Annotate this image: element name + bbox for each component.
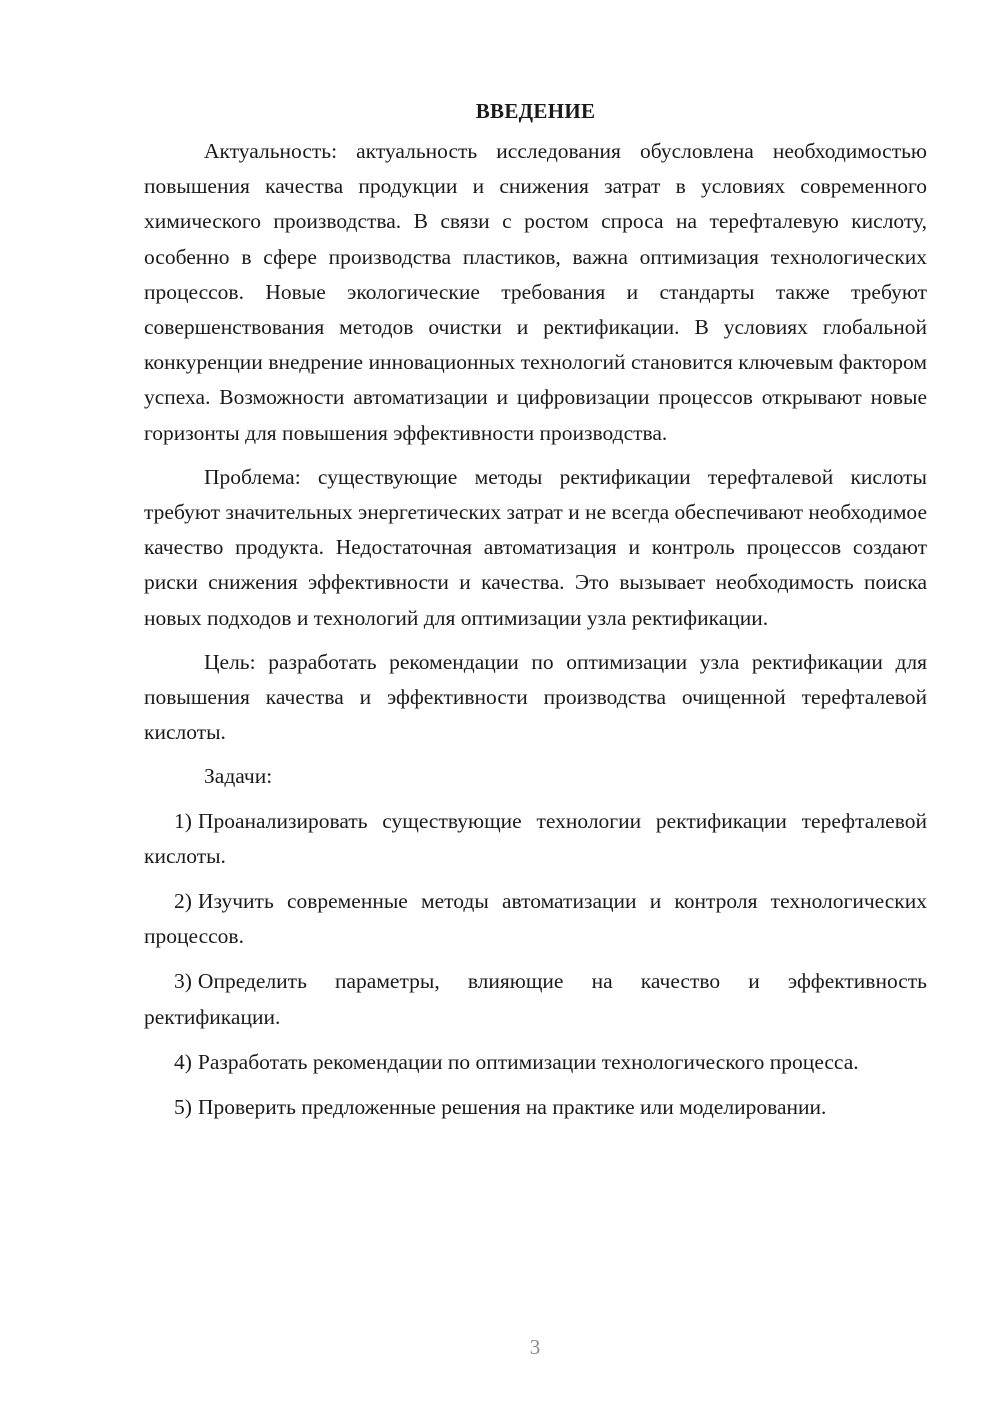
list-item-number: 3) — [174, 969, 192, 994]
page-number: 3 — [529, 1335, 541, 1359]
list-item — [144, 964, 927, 1034]
list-item-number: 1) — [174, 808, 192, 833]
list-item-text: Проверить предложенные решения на практике или моделировании. — [197, 1095, 827, 1120]
page-content — [144, 93, 927, 1135]
paragraph-goal: Цель: разработать рекомендации по оптимизации узла ректификации для повышения качества и эффективности производства очищенной терефталевой кислоты. — [144, 649, 927, 745]
task-list — [144, 804, 927, 1126]
list-item-number: 2) — [174, 889, 192, 914]
list-item — [144, 884, 927, 954]
list-item-text: Разработать рекомендации по оптимизации технологического процесса. — [197, 1049, 859, 1074]
tasks-label: Задачи: — [204, 764, 273, 789]
list-item-text: Проанализировать существующие технологии ректификации терефталевой кислоты. — [144, 808, 927, 868]
section-heading: ВВЕДЕНИЕ — [475, 99, 596, 123]
list-item-text: Изучить современные методы автоматизации и контроля технологических процессов. — [144, 889, 927, 949]
list-item-text: Определить параметры, влияющие на качество и эффективность ректификации. — [144, 969, 927, 1029]
list-item — [144, 1045, 927, 1080]
paragraph-relevance: Актуальность: актуальность исследования обусловлена необходимостью повышения качества продукции и снижения затрат в условиях современного химического производства. В связи с ростом спроса на терефталевую кислоту, особенно в сфере производства пластиков, важна оптимизация технологических процессов. Новые экологические требования и стандарты также требуют совершенствования методов очистки и ректификации. В условиях глобальной конкуренции внедрение инновационных технологий становится ключевым фактором успеха. Возможности автоматизации и цифровизации процессов открывают новые горизонты для повышения эффективности производства. — [144, 139, 927, 445]
list-item-number: 5) — [174, 1095, 192, 1120]
list-item — [144, 804, 927, 874]
paragraph-problem: Проблема: существующие методы ректификации терефталевой кислоты требуют значительных энергетических затрат и не всегда обеспечивают необходимое качество продукта. Недостаточная автоматизация и контроль процессов создают риски снижения эффективности и качества. Это вызывает необходимость поиска новых подходов и технологий для оптимизации узла ректификации. — [144, 464, 927, 630]
list-item — [144, 1090, 927, 1125]
list-item-number: 4) — [174, 1049, 192, 1074]
